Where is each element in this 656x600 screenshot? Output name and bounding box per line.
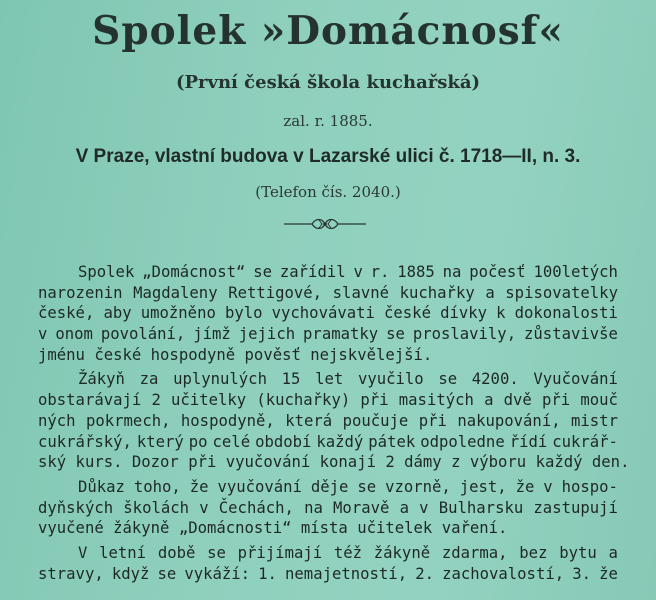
body-line: V letní době se přijímají též žákyně zdarma, bez bytu a (78, 543, 618, 562)
address-line: V Praze, vlastní budova v Lazarské ulici č. 1718—II, n. 3. (75, 146, 581, 167)
body-line: ský kurs. Dozor při vyučování konají 2 dámy z výboru každý den. (38, 453, 630, 472)
floral-divider-icon (284, 216, 366, 232)
body-line: ných pokrmech, hospodyně, která poučuje při nakupování, mistr (38, 411, 618, 430)
body-line: jménu české hospodyně pověsť nejskvělejší. (38, 345, 433, 364)
body-line: Žákyň za uplynulých 15 let vyučilo se 4200. Vyučování (78, 370, 618, 389)
page-title: Spolek »Domácnosf« (92, 8, 564, 54)
body-line: cukrářský, který po celé období každý pátek odpoledne řídí cukrář- (38, 432, 618, 451)
body-line: dyňských školách v Čechách, na Moravě a v Bulharsku zastupují (38, 498, 618, 517)
body-line: Spolek „Domácnost“ se zařídil v r. 1885 na počesť 100letých (78, 263, 618, 281)
body-line: vyučené žákyně „Domácnosti“ místa učitelek vaření. (38, 519, 508, 538)
body-line: české, aby umožněno bylo vychovávati české dívky k dokonalosti (38, 304, 618, 323)
founded-year: zal. r. 1885. (283, 112, 373, 130)
body-line: v onom povolání, jímž jejich pramatky se proslavily, zůstavivše (38, 325, 618, 344)
body-line: narozenin Magdaleny Rettigové, slavné kuchařky a spisovatelky (38, 283, 618, 302)
body-line: Důkaz toho, že vyučování děje se vzorně, jest, že v hospo- (78, 477, 618, 496)
body-line: stravy, když se vykáží: 1. nemajetností, 2. zachovalostí, 3. že (38, 564, 618, 583)
page-subtitle: (První česká škola kuchařská) (175, 72, 481, 93)
body-line: obstarávají 2 učitelky (kuchařky) při masitých a dvě při mouč (38, 391, 618, 410)
phone-number: (Telefon čís. 2040.) (255, 183, 401, 201)
body-text (38, 262, 630, 584)
